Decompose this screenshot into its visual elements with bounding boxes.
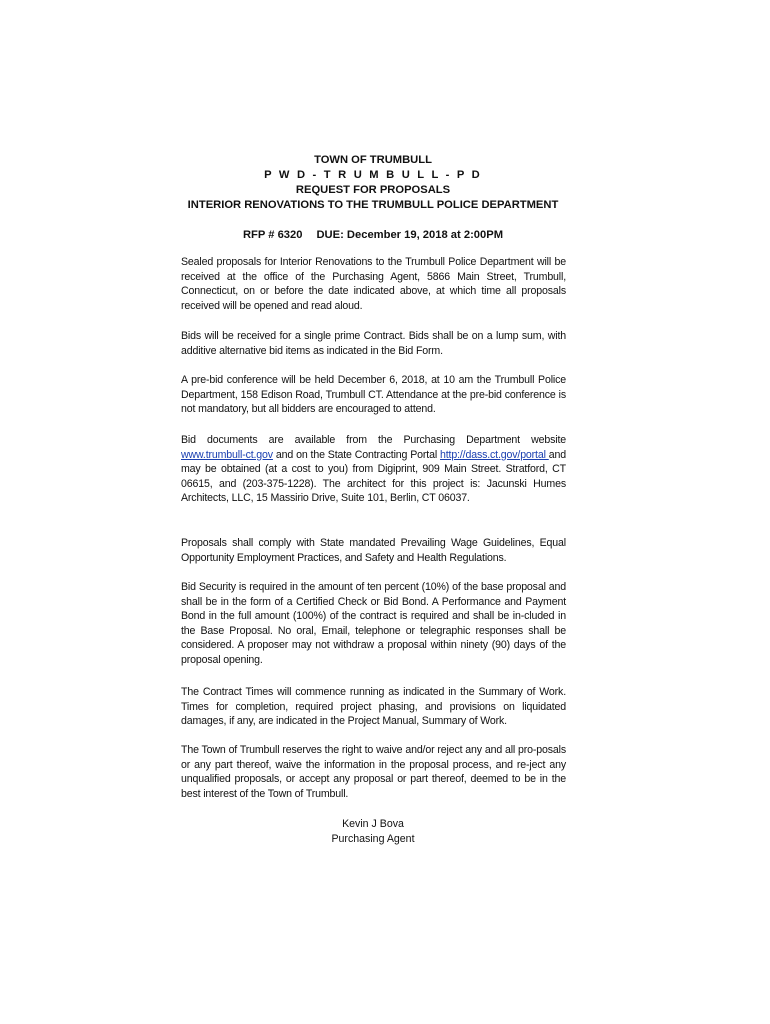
project-title-heading: INTERIOR RENOVATIONS TO THE TRUMBULL POLICE DEPARTMENT [187,199,559,211]
paragraph-bid-security: Bid Security is required in the amount of ten percent (10%) of the base proposal and shall be in the form of a Certified Check or Bid Bond. A Performance and Payment Bond in the full amount (100%) of the contract is required and shall be in-cluded in the Base Proposal. No oral, Email, telephone or telegraphic responses shall be considered. A proposer may not withdraw a proposal within ninety (90) days of the proposal opening. [181,581,566,666]
paragraph-contract-times: The Contract Times will commence running as indicated in the Summary of Work. Times for completion, required project phasing, and provisions on liquidated damages, if any, are indicated in the Project Manual, Summary of Work. [181,686,566,728]
paragraph-pre-bid-conference: A pre-bid conference will be held December 6, 2018, at 10 am the Trumbull Police Department, 158 Edison Road, Trumbull CT. Attendance at the pre-bid conference is not mandatory, but all bidders are encouraged to attend. [181,374,566,416]
rfp-number: RFP # 6320 [242,229,303,241]
state-portal-link[interactable]: http://dass.ct.gov/portal [440,448,549,461]
department-code-heading: P W D - T R U M B U L L - P D [264,169,482,181]
rfp-number-due-line [180,228,566,243]
paragraph-sealed-proposals: Sealed proposals for Interior Renovations to the Trumbull Police Department will be received at the office of the Purchasing Agent, 5866 Main Street, Trumbull, Connecticut, on or before the date indicated above, at which time all proposals received will be opened and read aloud. [181,256,566,312]
town-website-link[interactable]: www.trumbull-ct.gov [181,448,273,461]
bid-documents-intro-text: Bid documents are available from the Purchasing Department website [181,434,566,446]
bid-documents-portal-text: and on the State Contracting Portal [272,448,441,461]
signatory-title: Purchasing Agent [331,833,415,845]
paragraph-bids-contract: Bids will be received for a single prime Contract. Bids shall be on a lump sum, with additive alternative bid items as indicated in the Bid Form. [181,330,566,357]
paragraph-bid-documents [181,433,566,506]
bid-documents-details-text: and may be obtained (at a cost to you) from Digiprint, 909 Main Street. Stratford, CT 06615, and (203-375-1228). The architect for this project is: Jacunski Humes Architects, LLC, 15 Massirio Drive, Suite 101, Berlin, CT 06037. [181,448,566,505]
town-heading: TOWN OF TRUMBULL [314,154,432,166]
paragraph-reservation-of-rights: The Town of Trumbull reserves the right to waive and/or reject any and all pro-posals or any part thereof, waive the information in the proposal process, and re-ject any unqualified proposals, or accept any proposal or part thereof, deemed to be in the best interest of the Town of Trumbull. [181,744,566,800]
rfp-heading: REQUEST FOR PROPOSALS [295,184,451,196]
signatory-name: Kevin J Bova [342,818,404,830]
rfp-due-date: DUE: December 19, 2018 at 2:00PM [316,229,504,241]
paragraph-compliance: Proposals shall comply with State mandated Prevailing Wage Guidelines, Equal Opportunity Employment Practices, and Safety and Health Regulations. [181,537,566,564]
